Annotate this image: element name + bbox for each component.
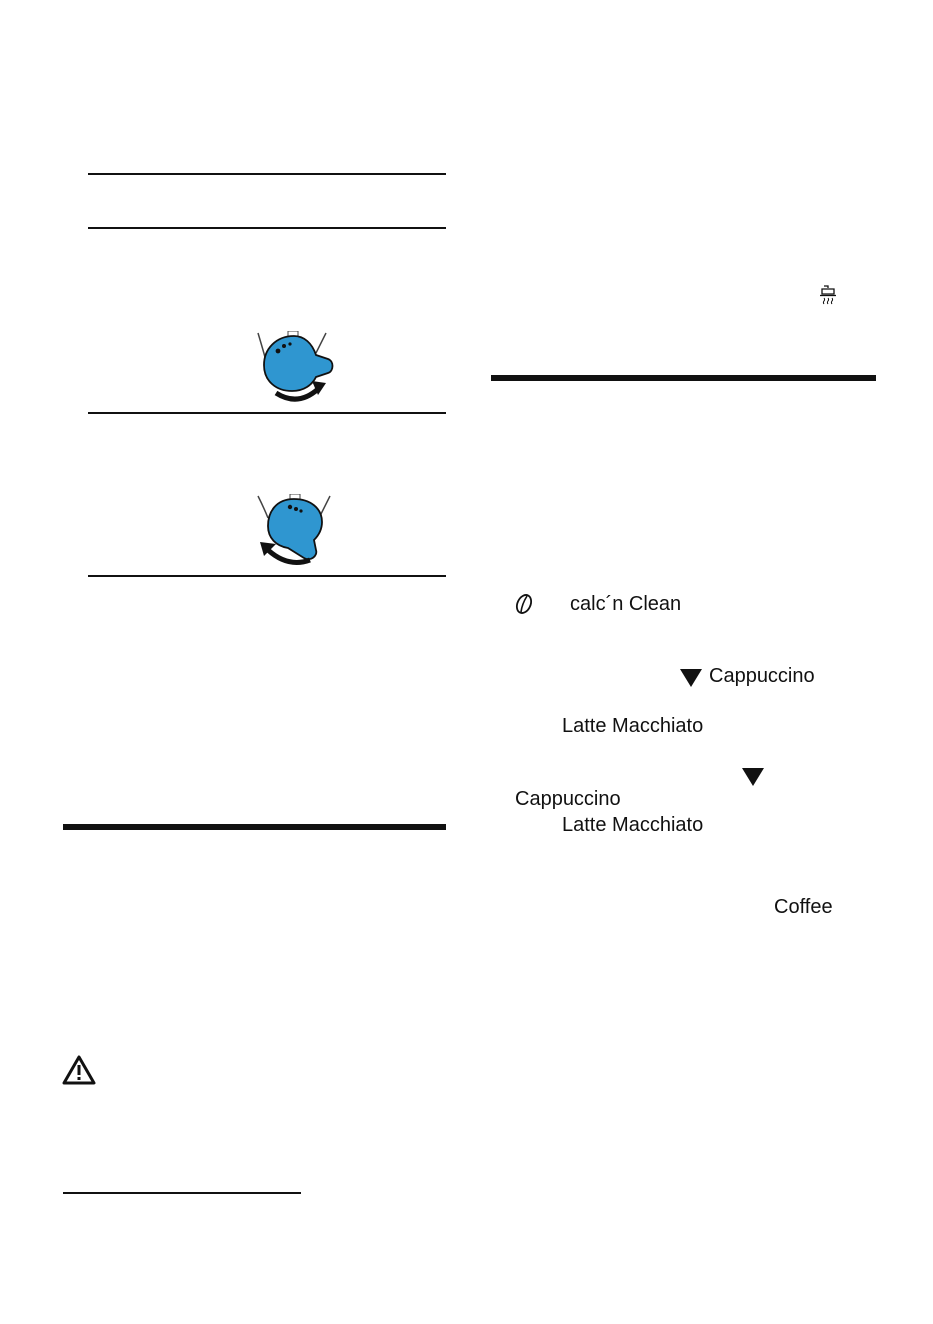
table-top-rule (88, 173, 446, 175)
latte-macchiato-label-1: Latte Macchiato (562, 715, 704, 737)
table-row-rule-2 (88, 412, 446, 414)
down-triangle-icon (679, 668, 703, 688)
coffee-label: Coffee (774, 896, 833, 918)
steam-milk-icon (819, 285, 837, 305)
warning-triangle-icon (62, 1054, 96, 1086)
footnote-rule (63, 1192, 301, 1194)
cappuccino-label-2: Cappuccino (515, 788, 621, 810)
down-triangle-icon-2 (741, 767, 765, 787)
latte-macchiato-label-2: Latte Macchiato (562, 814, 704, 836)
program-label-calc-n-clean: calc´n Clean (570, 593, 682, 615)
table-row-rule-1 (88, 227, 446, 229)
selector-knob-clockwise-icon (254, 331, 334, 405)
selector-knob-counterclockwise-icon (254, 494, 334, 568)
section-divider-right (491, 375, 876, 381)
coffee-bean-icon (513, 592, 535, 616)
section-divider-left (63, 824, 446, 830)
cappuccino-label-1: Cappuccino (709, 665, 815, 687)
table-bottom-rule (88, 575, 446, 577)
